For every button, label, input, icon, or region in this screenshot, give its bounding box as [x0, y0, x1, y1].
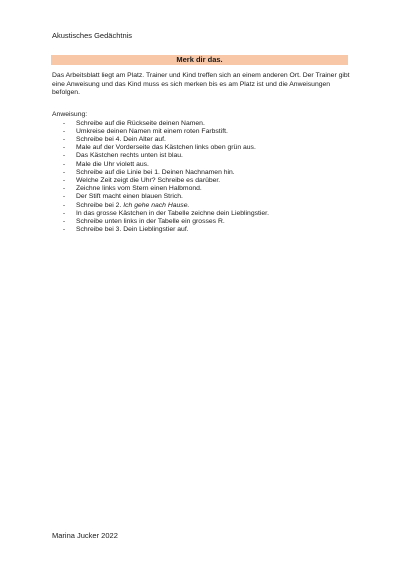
- bullet-dash: -: [62, 160, 66, 168]
- instruction-item: [52, 226, 352, 234]
- instruction-text: Schreibe unten links in der Tabelle ein grosses R.: [76, 217, 225, 225]
- instruction-text: In das grosse Kästchen in der Tabelle zeichne dein Lieblingstier.: [76, 209, 269, 217]
- instruction-text: Das Kästchen rechts unten ist blau.: [76, 152, 183, 160]
- instruction-item: [52, 161, 352, 169]
- instructions-list: [52, 120, 352, 235]
- instruction-item: [52, 152, 352, 160]
- instruction-item: [52, 144, 352, 152]
- instruction-text: Male die Uhr violett aus.: [76, 160, 149, 168]
- intro-paragraph: Das Arbeitsblatt liegt am Platz. Trainer und Kind treffen sich an einem anderen Ort. Der Trainer gibt eine Anweisung und das Kind muss es sich merken bis es am Platz ist und die Anweisungen befolgen.: [52, 72, 350, 97]
- instruction-item: [52, 136, 352, 144]
- bullet-dash: -: [62, 209, 66, 217]
- instruction-item: [52, 202, 352, 210]
- bullet-dash: -: [62, 135, 66, 143]
- instruction-item: [52, 185, 352, 193]
- instruction-text: Schreibe bei 3. Dein Lieblingstier auf.: [76, 226, 189, 234]
- instruction-italic-text: Ich gehe nach Hause.: [123, 201, 190, 209]
- instruction-text: Schreibe bei 4. Dein Alter auf.: [76, 135, 166, 143]
- instruction-item: [52, 177, 352, 185]
- bullet-dash: -: [62, 201, 66, 209]
- bullet-dash: -: [62, 226, 66, 234]
- bullet-dash: -: [62, 176, 66, 184]
- worksheet-title: Merk dir das.: [51, 55, 348, 65]
- instruction-item: [52, 210, 352, 218]
- bullet-dash: -: [62, 185, 66, 193]
- bullet-dash: -: [62, 168, 66, 176]
- instruction-text: Male auf der Vorderseite das Kästchen links oben grün aus.: [76, 144, 256, 152]
- instruction-item: [52, 120, 352, 128]
- bullet-dash: -: [62, 152, 66, 160]
- instruction-item: [52, 169, 352, 177]
- bullet-dash: -: [62, 193, 66, 201]
- bullet-dash: -: [62, 217, 66, 225]
- instruction-text: Schreibe auf die Rückseite deinen Namen.: [76, 119, 205, 127]
- page-header: Akustisches Gedächtnis: [52, 31, 133, 40]
- instruction-item: [52, 128, 352, 136]
- instructions-heading: Anweisung:: [52, 111, 88, 118]
- bullet-dash: -: [62, 144, 66, 152]
- instruction-item: [52, 218, 352, 226]
- instruction-text: Welche Zeit zeigt die Uhr? Schreibe es darüber.: [76, 176, 221, 184]
- instruction-text: Der Stift macht einen blauen Strich.: [76, 193, 183, 201]
- instruction-text: Zeichne links vom Stern einen Halbmond.: [76, 185, 202, 193]
- bullet-dash: -: [62, 119, 66, 127]
- instruction-text: Schreibe auf die Linie bei 1. Deinen Nachnamen hin.: [76, 168, 235, 176]
- bullet-dash: -: [62, 127, 66, 135]
- page-footer: Marina Jucker 2022: [52, 531, 118, 540]
- instruction-text: Umkreise deinen Namen mit einem roten Farbstift.: [76, 127, 228, 135]
- instruction-item: [52, 193, 352, 201]
- instruction-text: Schreibe bei 2.: [76, 201, 124, 209]
